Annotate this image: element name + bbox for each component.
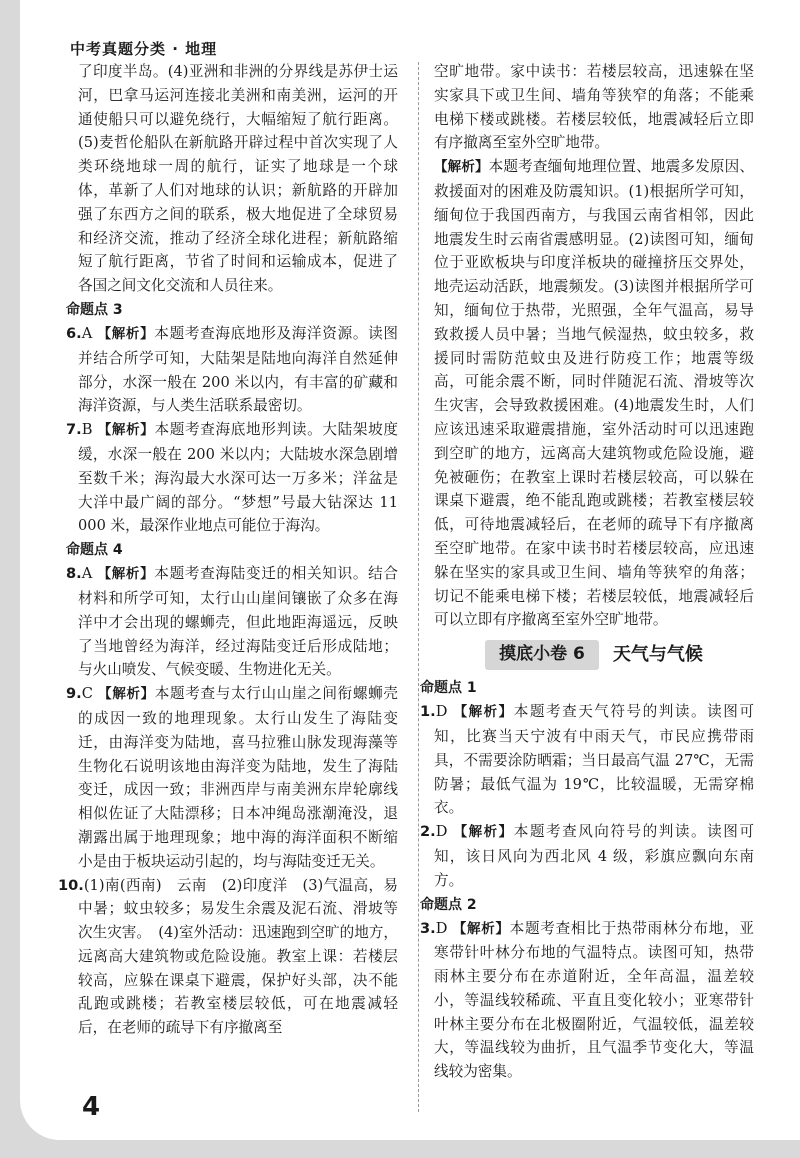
answer-letter: A [81, 324, 93, 342]
analysis-tag: 【解析】 [434, 159, 489, 176]
question-9 [66, 682, 398, 873]
analysis-tag: 【解析】 [453, 704, 514, 721]
answer-letter: B [81, 421, 93, 439]
section-heading: 命题点 4 [66, 542, 123, 559]
question-number: 2. [420, 823, 436, 841]
question-number: 8. [66, 565, 82, 583]
unit-title: 天气与气候 [612, 644, 703, 666]
section-heading: 命题点 1 [420, 680, 477, 697]
answer-text: (1)南(西南) 云南 (2)印度洋 (3)气温高，易中暑；蚊虫较多；易发生余震及泥石流、滑坡等次生灾害。 (4)室外活动：迅速跑到空旷的地方，远离高大建筑物或危险设施。教室上课：若楼层较高，应躲在课桌下避震，保护好头部，决不能乱跑或跳楼；若教室楼层较低，可在地震减轻后，在老师的疏导下有序撤离至 [78, 876, 398, 1037]
question-2 [420, 820, 755, 892]
analysis-text: 本题考查海底地形及海洋资源。读图并结合所学可知，大陆架是陆地向海洋自然延伸部分，水深一般在 200 米以内，有丰富的矿藏和海洋资源，与人类生活联系最密切。 [78, 324, 398, 415]
question-number: 10. [58, 876, 84, 894]
answer-letter: C [81, 685, 93, 703]
left-column [58, 60, 398, 1040]
analysis-tag: 【解析】 [452, 920, 510, 937]
question-number: 9. [66, 685, 82, 703]
analysis-tag: 【解析】 [453, 824, 514, 841]
page [20, 0, 800, 1140]
answer-letter: D [435, 823, 448, 841]
analysis-tag: 【解析】 [97, 325, 155, 342]
question-number: 7. [66, 421, 82, 439]
analysis-text: 本题考查海陆变迁的相关知识。结合材料和所学可知，太行山山崖间镶嵌了众多在海洋中才会出现的螺蛳壳，但此地距海遥远，反映了当地曾经为海洋，经过海陆变迁后形成陆地；与火山喷发、气候变暖、生物进化无关。 [78, 565, 398, 679]
question-7 [66, 418, 398, 538]
analysis-block [434, 155, 754, 632]
question-number: 1. [420, 703, 436, 721]
section-heading: 命题点 3 [66, 301, 123, 318]
analysis-tag: 【解析】 [97, 422, 155, 439]
analysis-text: 本题考查天气符号的判读。读图可知，比赛当天宁波有中雨天气，市民应携带雨具，不需要涂防晒霜；当日最高气温 27℃，无需防暑；最低气温为 19℃，比较温暖，无需穿棉衣。 [434, 703, 755, 817]
question-8 [66, 562, 398, 682]
analysis-tag: 【解析】 [98, 686, 155, 703]
page-number: 4 [82, 1092, 101, 1122]
right-column [420, 60, 755, 1084]
continued-answer: 了印度半岛。(4)亚洲和非洲的分界线是苏伊士运河，巴拿马运河连接北美洲和南美洲，运河的开通使船只可以避免绕行，大幅缩短了航行距离。(5)麦哲伦船队在新航路开辟过程中首次实现了人类环绕地球一周的航行，证实了地球是一个球体，革新了人们对地球的认识；新航路的开辟加强了东西方之间的联系，极大地促进了全球贸易和经济交流，推动了经济全球化进程；新航路缩短了航行距离，节省了时间和运输成本，促进了各国之间文化交流和人员往来。 [78, 63, 398, 295]
answer-letter: A [81, 565, 93, 583]
analysis-text: 本题考查风向符号的判读。读图可知，该日风向为西北风 4 级，彩旗应飘向东南方。 [434, 823, 755, 889]
question-6 [66, 322, 398, 418]
analysis-text: 本题考查相比于热带雨林分布地，亚寒带针叶林分布地的气温特点。读图可知，热带雨林主要分布在赤道附近，全年高温，温差较小，等温线较稀疏、平直且变化较小；亚寒带针叶林主要分布在北极圈附近，气温较低，温差较大，等温线较为曲折，且气温季节变化大，等温线较为密集。 [434, 919, 755, 1081]
question-10 [58, 874, 398, 1041]
section-heading: 命题点 2 [420, 896, 477, 913]
question-3 [420, 917, 755, 1085]
analysis-text: 本题考查海底地形判读。大陆架坡度缓，水深一般在 200 米以内；大陆坡水深急剧增至数千米；海沟最大水深可达一万多米；洋盆是大洋中最广阔的部分。“梦想”号最大钻深达 11 000 米，最深作业地点可能位于海沟。 [78, 421, 398, 535]
unit-label: 摸底小卷 6 [485, 640, 599, 670]
unit-banner [434, 638, 754, 672]
continued-answer: 空旷地带。家中读书：若楼层较高，迅速躲在坚实家具下或卫生间、墙角等狭窄的角落；不能乘电梯下楼或跳楼。若楼层较低，地震减轻后立即有序撤离至室外空旷地带。 [434, 63, 754, 152]
running-header: 中考真题分类 · 地理 [70, 40, 218, 58]
analysis-text: 本题考查与太行山山崖之间衔螺蛳壳的成因一致的地理现象。太行山发生了海陆变迁，由海洋变为陆地，喜马拉雅山脉发现海藻等生物化石说明该地由海洋变为陆地，发生了海陆变迁，成因一致；非洲西岸与南美洲东岸轮廓线相似佐证了大陆漂移；日本冲绳岛涨潮淹没，退潮露出属于地理现象；地中海的海洋面积不断缩小是由于板块运动引起的，均与海陆变迁无关。 [78, 685, 398, 870]
column-divider [418, 62, 419, 1112]
question-1 [420, 700, 755, 820]
answer-letter: D [435, 919, 448, 937]
analysis-tag: 【解析】 [97, 566, 155, 583]
answer-letter: D [435, 703, 448, 721]
analysis-text: 本题考查缅甸地理位置、地震多发原因、救援面对的困难及防震知识。(1)根据所学可知，缅甸位于我国西南方，与我国云南省相邻，因此地震发生时云南省震感明显。(2)读图可知，缅甸位于亚欧板块与印度洋板块的碰撞挤压交界处，地壳运动活跃，地震频发。(3)读图并根据所学可知，缅甸位于热带，光照强，全年气温高，易导致救援人员中暑；当地气候湿热，蚊虫较多，救援同时需防范蚊虫及进行防疫工作；地震等级高，可能余震不断，同时伴随泥石流、滑坡等次生灾害，会导致救援困难。(4)地震发生时，人们应该迅速采取避震措施，室外活动时可以迅速跑到空旷的地方，远离高大建筑物或危险设施，避免被砸伤；在教室上课时若楼层较高，可以躲在课桌下避震，绝不能乱跑或跳楼；若教室楼层较低，可待地震减轻后，在老师的疏导下有序撤离至空旷地带。在家中读书时若楼层较高，应迅速躲在坚实的家具或卫生间、墙角等狭窄的角落；切记不能乘电梯下楼；若楼层较低，地震减轻后可以立即有序撤离至室外空旷地带。 [434, 158, 754, 629]
question-number: 3. [420, 919, 436, 937]
question-number: 6. [66, 324, 82, 342]
